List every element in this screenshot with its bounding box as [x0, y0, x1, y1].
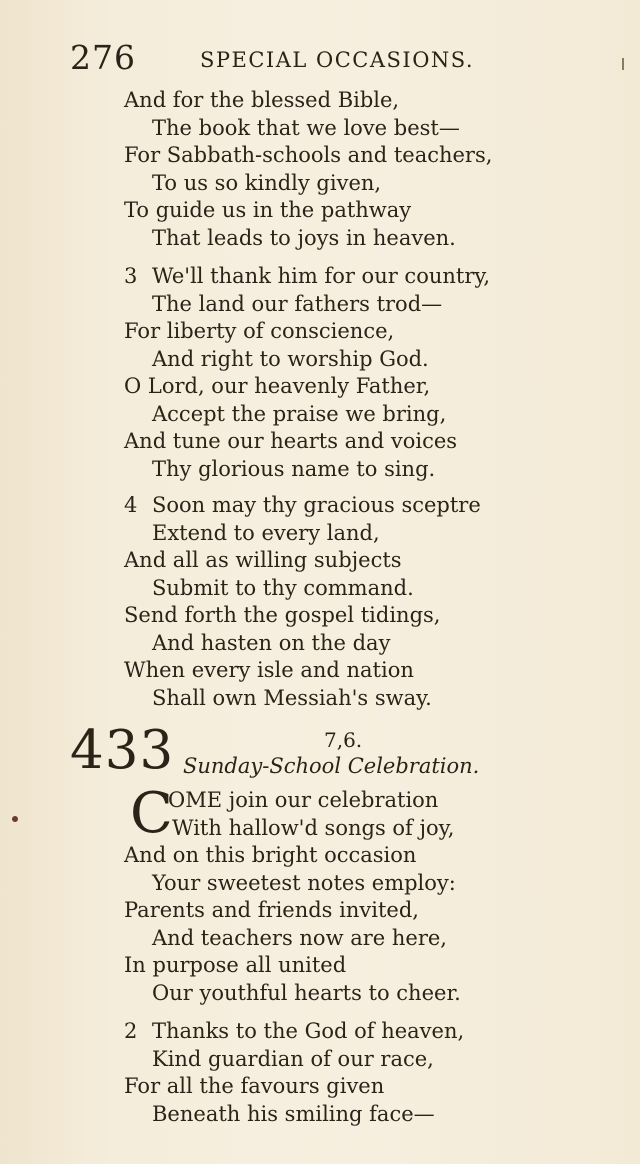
verse-line: To guide us in the pathway	[124, 198, 412, 222]
verse-line: The book that we love best—	[152, 115, 460, 140]
verse-line: Shall own Messiah's sway.	[152, 685, 432, 710]
verse-line: And all as willing subjects	[124, 548, 402, 572]
verse-line: Thanks to the God of heaven,	[152, 1019, 465, 1043]
verse-line: Your sweetest notes employ:	[152, 870, 456, 895]
verse-line: O Lord, our heavenly Father,	[124, 374, 431, 398]
verse-line: Extend to every land,	[152, 520, 380, 545]
stanza-2-end	[124, 87, 594, 252]
hymn-meter: 7,6.	[324, 728, 363, 752]
verse-line: Send forth the gospel tidings,	[124, 603, 441, 627]
stanza-number: 2	[124, 1019, 138, 1043]
stanza-number: 4	[124, 493, 138, 517]
page-number: 276	[70, 38, 136, 77]
stanza-4	[124, 492, 594, 712]
margin-mark	[622, 58, 624, 70]
stanza-number: 3	[124, 264, 138, 288]
verse-line: For all the favours given	[124, 1074, 385, 1098]
hymn-heading	[70, 722, 590, 786]
running-head: SPECIAL OCCASIONS.	[200, 48, 475, 72]
verse-line: And for the blessed Bible,	[124, 88, 400, 112]
verse-line: And teachers now are here,	[152, 925, 447, 950]
verse-line: For Sabbath-schools and teachers,	[124, 143, 493, 167]
verse-line: Parents and friends invited,	[124, 898, 419, 922]
verse-line: And tune our hearts and voices	[124, 429, 458, 453]
verse-line: Beneath his smiling face—	[152, 1101, 435, 1126]
verse-line: That leads to joys in heaven.	[152, 225, 456, 250]
verse-line: We'll thank him for our country,	[152, 264, 491, 288]
verse-line: OME join our celebration	[168, 788, 439, 812]
verse-line: And right to worship God.	[152, 346, 429, 371]
verse-line: The land our fathers trod—	[152, 291, 443, 316]
verse-line: Soon may thy gracious sceptre	[152, 493, 481, 517]
hymn-title: Sunday-School Celebration.	[183, 754, 480, 778]
verse-line: And hasten on the day	[152, 630, 391, 655]
hymn-number: 433	[70, 720, 175, 781]
verse-line: Kind guardian of our race,	[152, 1046, 434, 1071]
hymn-433-stanza-1	[124, 781, 594, 1007]
verse-line: When every isle and nation	[124, 658, 414, 682]
verse-line: With hallow'd songs of joy,	[172, 815, 455, 840]
stanza-3	[124, 263, 594, 483]
verse-line: Thy glorious name to sing.	[152, 456, 436, 481]
verse-line: In purpose all united	[124, 953, 347, 977]
verse-line: And on this bright occasion	[124, 843, 417, 867]
verse-line: Submit to thy command.	[152, 575, 414, 600]
verse-line: For liberty of conscience,	[124, 319, 395, 343]
drop-cap: C	[130, 781, 173, 846]
verse-line: Accept the praise we bring,	[152, 401, 447, 426]
page-header	[70, 38, 620, 78]
ink-spot	[12, 816, 18, 822]
hymn-433-stanza-2	[124, 1018, 594, 1128]
verse-line: Our youthful hearts to cheer.	[152, 980, 461, 1005]
verse-line: To us so kindly given,	[152, 170, 382, 195]
